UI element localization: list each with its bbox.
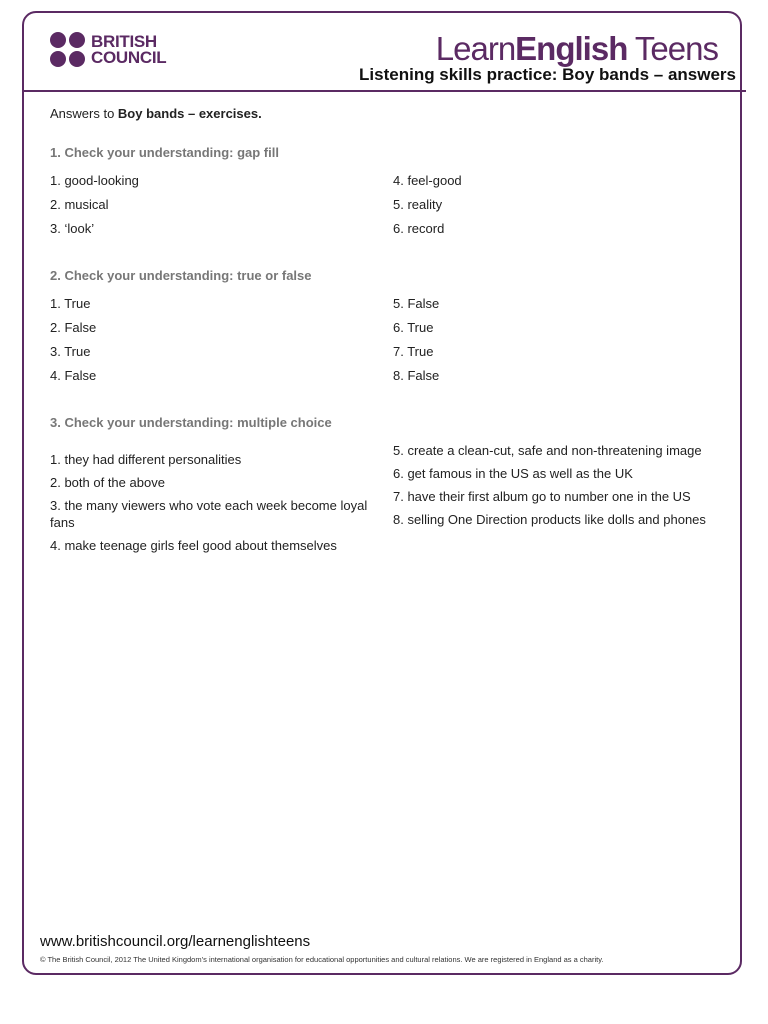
answer-item: 5. False bbox=[393, 296, 440, 311]
section-gap-fill bbox=[50, 145, 730, 244]
answer-item: 8. False bbox=[393, 368, 440, 383]
page-title: Listening skills practice: Boy bands – answers bbox=[359, 65, 736, 84]
answer-item: 6. record bbox=[393, 221, 445, 236]
header-divider bbox=[22, 90, 746, 92]
intro-text: Answers to Boy bands – exercises. bbox=[50, 106, 262, 121]
answer-item: 3. True bbox=[50, 344, 91, 359]
answer-item: 4. False bbox=[50, 368, 97, 383]
answer-item: 5. create a clean-cut, safe and non-threatening image bbox=[393, 443, 702, 458]
footer-url-link[interactable]: www.britishcouncil.org/learnenglishteens bbox=[40, 933, 311, 950]
answer-item: 1. True bbox=[50, 296, 91, 311]
answer-item: 5. reality bbox=[393, 197, 443, 212]
british-council-logo bbox=[50, 32, 166, 67]
answer-item: 8. selling One Direction products like dolls and phones bbox=[393, 512, 706, 527]
answer-item: 2. False bbox=[50, 320, 97, 335]
learnenglish-teens-logo: LearnEnglish Teens bbox=[435, 30, 718, 67]
answer-item: 1. they had different personalities bbox=[50, 452, 242, 467]
answer-item: 3. the many viewers who vote each week become loyal fans bbox=[50, 498, 368, 530]
bc-logo-line2: COUNCIL bbox=[91, 47, 167, 67]
section-title: 3. Check your understanding: multiple choice bbox=[50, 415, 332, 430]
answer-item: 2. musical bbox=[50, 197, 109, 212]
answers-content bbox=[50, 106, 730, 584]
answer-item: 4. feel-good bbox=[393, 173, 462, 188]
answer-item: 7. have their first album go to number one in the US bbox=[393, 489, 691, 504]
answer-item: 1. good-looking bbox=[50, 173, 139, 188]
section-title: 2. Check your understanding: true or false bbox=[50, 268, 312, 283]
footer-copyright: © The British Council, 2012 The United Kingdom’s international organisation for educational opportunities and cultural relations. We are registered in England as a charity. bbox=[40, 955, 604, 964]
answer-item: 6. get famous in the US as well as the UK bbox=[393, 466, 633, 481]
section-multiple-choice bbox=[50, 415, 730, 560]
bc-logo-line1: BRITISH bbox=[91, 31, 157, 51]
answer-item: 2. both of the above bbox=[50, 475, 165, 490]
british-council-dots-icon bbox=[50, 32, 85, 67]
answer-item: 6. True bbox=[393, 320, 434, 335]
section-true-false bbox=[50, 268, 730, 391]
answer-item: 4. make teenage girls feel good about themselves bbox=[50, 538, 337, 553]
section-title: 1. Check your understanding: gap fill bbox=[50, 145, 279, 160]
answer-item: 3. ‘look’ bbox=[50, 221, 95, 236]
answer-item: 7. True bbox=[393, 344, 434, 359]
